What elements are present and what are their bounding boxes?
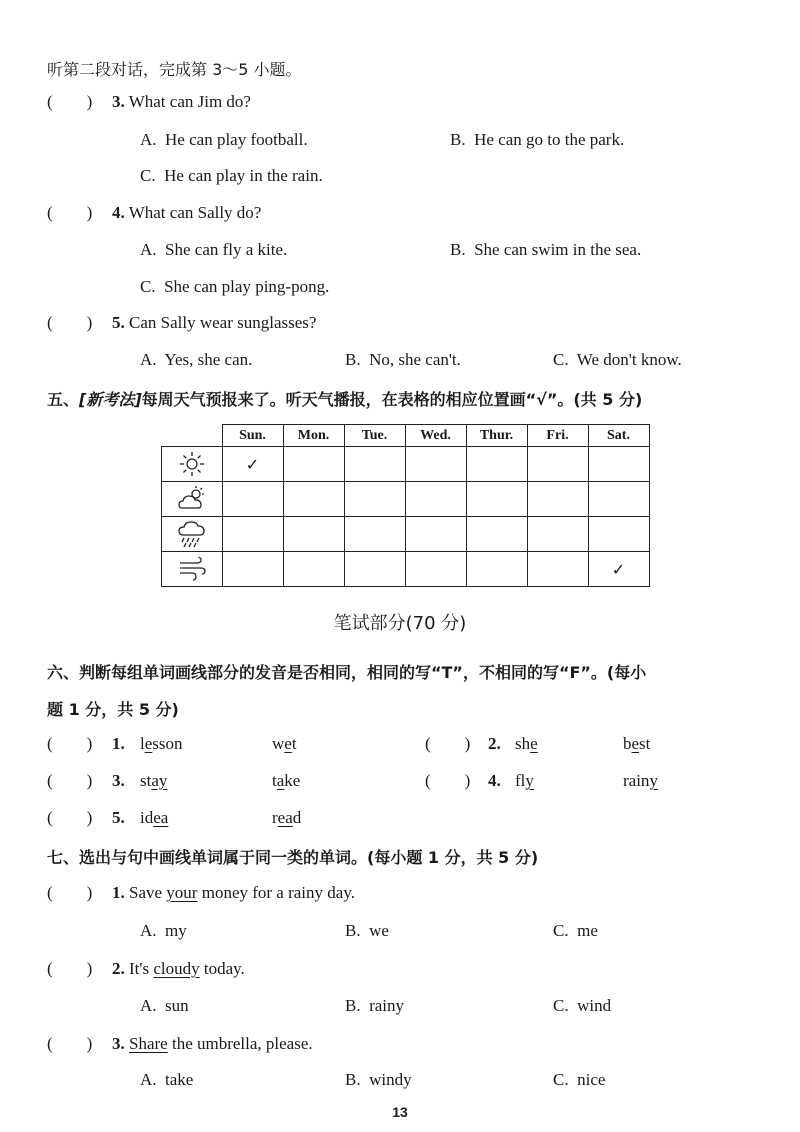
word-2: best [623, 734, 651, 753]
answer-blank[interactable]: ( ) [47, 883, 93, 902]
table-cell[interactable] [527, 447, 588, 482]
section-5-title: 五、[新考法]每周天气预报来了。听天气播报，在表格的相应位置画“√”。(共 5 分) [47, 390, 643, 409]
table-cell[interactable]: ✓ [588, 552, 649, 587]
option-c[interactable]: C. wind [553, 996, 612, 1015]
table-cell[interactable] [283, 552, 344, 587]
word-2: rainy [623, 771, 658, 790]
underlined-word: Share [129, 1034, 168, 1053]
table-cell[interactable] [466, 482, 527, 517]
question-number: 3. [112, 92, 125, 111]
table-cell[interactable] [344, 447, 405, 482]
day-header: Wed. [405, 425, 466, 447]
sun-icon [162, 447, 223, 482]
table-cell[interactable] [405, 482, 466, 517]
option-b[interactable]: B. we [345, 921, 389, 940]
option-b[interactable]: B. She can swim in the sea. [450, 240, 642, 259]
option-a[interactable]: A. my [140, 921, 187, 940]
table-cell[interactable] [283, 447, 344, 482]
table-cell[interactable] [405, 447, 466, 482]
table-cell[interactable] [588, 447, 649, 482]
option-a[interactable]: A. sun [140, 996, 189, 1015]
day-header: Sun. [222, 425, 283, 447]
question-4: 4. What can Sally do? [112, 203, 262, 222]
day-header: Fri. [527, 425, 588, 447]
table-cell[interactable] [344, 482, 405, 517]
day-header: Mon. [283, 425, 344, 447]
answer-blank[interactable]: ( ) [47, 92, 93, 111]
answer-blank[interactable]: ( ) [47, 771, 93, 790]
part2-intro: 听第二段对话，完成第 3～5 小题。 [47, 60, 302, 79]
new-method-tag: [新考法] [79, 390, 142, 409]
answer-blank[interactable]: ( ) [47, 734, 93, 753]
question-5: 5. Can Sally wear sunglasses? [112, 313, 317, 332]
day-header: Tue. [344, 425, 405, 447]
item-number: 1. [112, 734, 125, 753]
question-3: 3. Share the umbrella, please. [112, 1034, 313, 1053]
word-2: take [272, 771, 301, 790]
table-cell[interactable] [344, 517, 405, 552]
table-cell[interactable] [222, 517, 283, 552]
word-2: read [272, 808, 302, 827]
option-b[interactable]: B. rainy [345, 996, 405, 1015]
item-number: 4. [488, 771, 501, 790]
question-3 [112, 92, 251, 112]
option-b[interactable]: B. No, she can't. [345, 350, 461, 369]
table-cell[interactable] [527, 552, 588, 587]
table-cell[interactable] [527, 482, 588, 517]
table-cell[interactable] [283, 482, 344, 517]
option-a[interactable]: A. She can fly a kite. [140, 240, 288, 259]
table-cell[interactable]: ✓ [222, 447, 283, 482]
wind-icon [162, 552, 223, 587]
option-b[interactable]: B. windy [345, 1070, 412, 1089]
table-cell[interactable] [588, 517, 649, 552]
written-part-title: 笔试部分(70 分) [333, 613, 467, 634]
table-cell[interactable] [283, 517, 344, 552]
option-c[interactable]: C. We don't know. [553, 350, 682, 369]
word-1: lesson [140, 734, 183, 753]
section-7-title: 七、选出与句中画线单词属于同一类的单词。(每小题 1 分，共 5 分) [47, 848, 539, 867]
option-c[interactable]: C. She can play ping-pong. [140, 277, 330, 296]
table-cell[interactable] [222, 482, 283, 517]
page-number: 13 [392, 1104, 408, 1120]
option-a[interactable]: A. He can play football. [140, 130, 308, 149]
underlined-word: your [166, 883, 198, 902]
section-6-title-cont: 题 1 分，共 5 分) [47, 700, 179, 719]
word-1: she [515, 734, 538, 753]
option-c[interactable]: C. nice [553, 1070, 606, 1089]
word-1: idea [140, 808, 169, 827]
answer-blank[interactable]: ( ) [47, 203, 93, 222]
day-header: Thur. [466, 425, 527, 447]
option-c[interactable]: C. me [553, 921, 598, 940]
weather-table [161, 424, 650, 587]
table-corner [162, 425, 223, 447]
question-1: 1. Save your money for a rainy day. [112, 883, 355, 902]
answer-blank[interactable]: ( ) [47, 1034, 93, 1053]
option-b[interactable]: B. He can go to the park. [450, 130, 625, 149]
item-number: 3. [112, 771, 125, 790]
section-6-title: 六、判断每组单词画线部分的发音是否相同，相同的写“T”，不相同的写“F”。(每小 [47, 663, 647, 682]
table-cell[interactable] [588, 482, 649, 517]
table-cell[interactable] [405, 552, 466, 587]
answer-blank[interactable]: ( ) [425, 734, 471, 753]
word-1: stay [140, 771, 168, 790]
table-cell[interactable] [344, 552, 405, 587]
table-cell[interactable] [466, 552, 527, 587]
cloudy-icon [162, 482, 223, 517]
option-c[interactable]: C. He can play in the rain. [140, 166, 323, 185]
item-number: 2. [488, 734, 501, 753]
option-a[interactable]: A. Yes, she can. [140, 350, 253, 369]
rain-icon [162, 517, 223, 552]
answer-blank[interactable]: ( ) [425, 771, 471, 790]
table-cell[interactable] [466, 517, 527, 552]
table-cell[interactable] [405, 517, 466, 552]
answer-blank[interactable]: ( ) [47, 808, 93, 827]
question-text: What can Jim do? [128, 92, 251, 111]
question-2: 2. It's cloudy today. [112, 959, 245, 978]
item-number: 5. [112, 808, 125, 827]
table-cell[interactable] [222, 552, 283, 587]
day-header: Sat. [588, 425, 649, 447]
answer-blank[interactable]: ( ) [47, 313, 93, 332]
underlined-word: cloudy [153, 959, 200, 978]
word-1: fly [515, 771, 534, 790]
option-a[interactable]: A. take [140, 1070, 194, 1089]
table-cell[interactable] [466, 447, 527, 482]
answer-blank[interactable]: ( ) [47, 959, 93, 978]
table-cell[interactable] [527, 517, 588, 552]
word-2: wet [272, 734, 297, 753]
